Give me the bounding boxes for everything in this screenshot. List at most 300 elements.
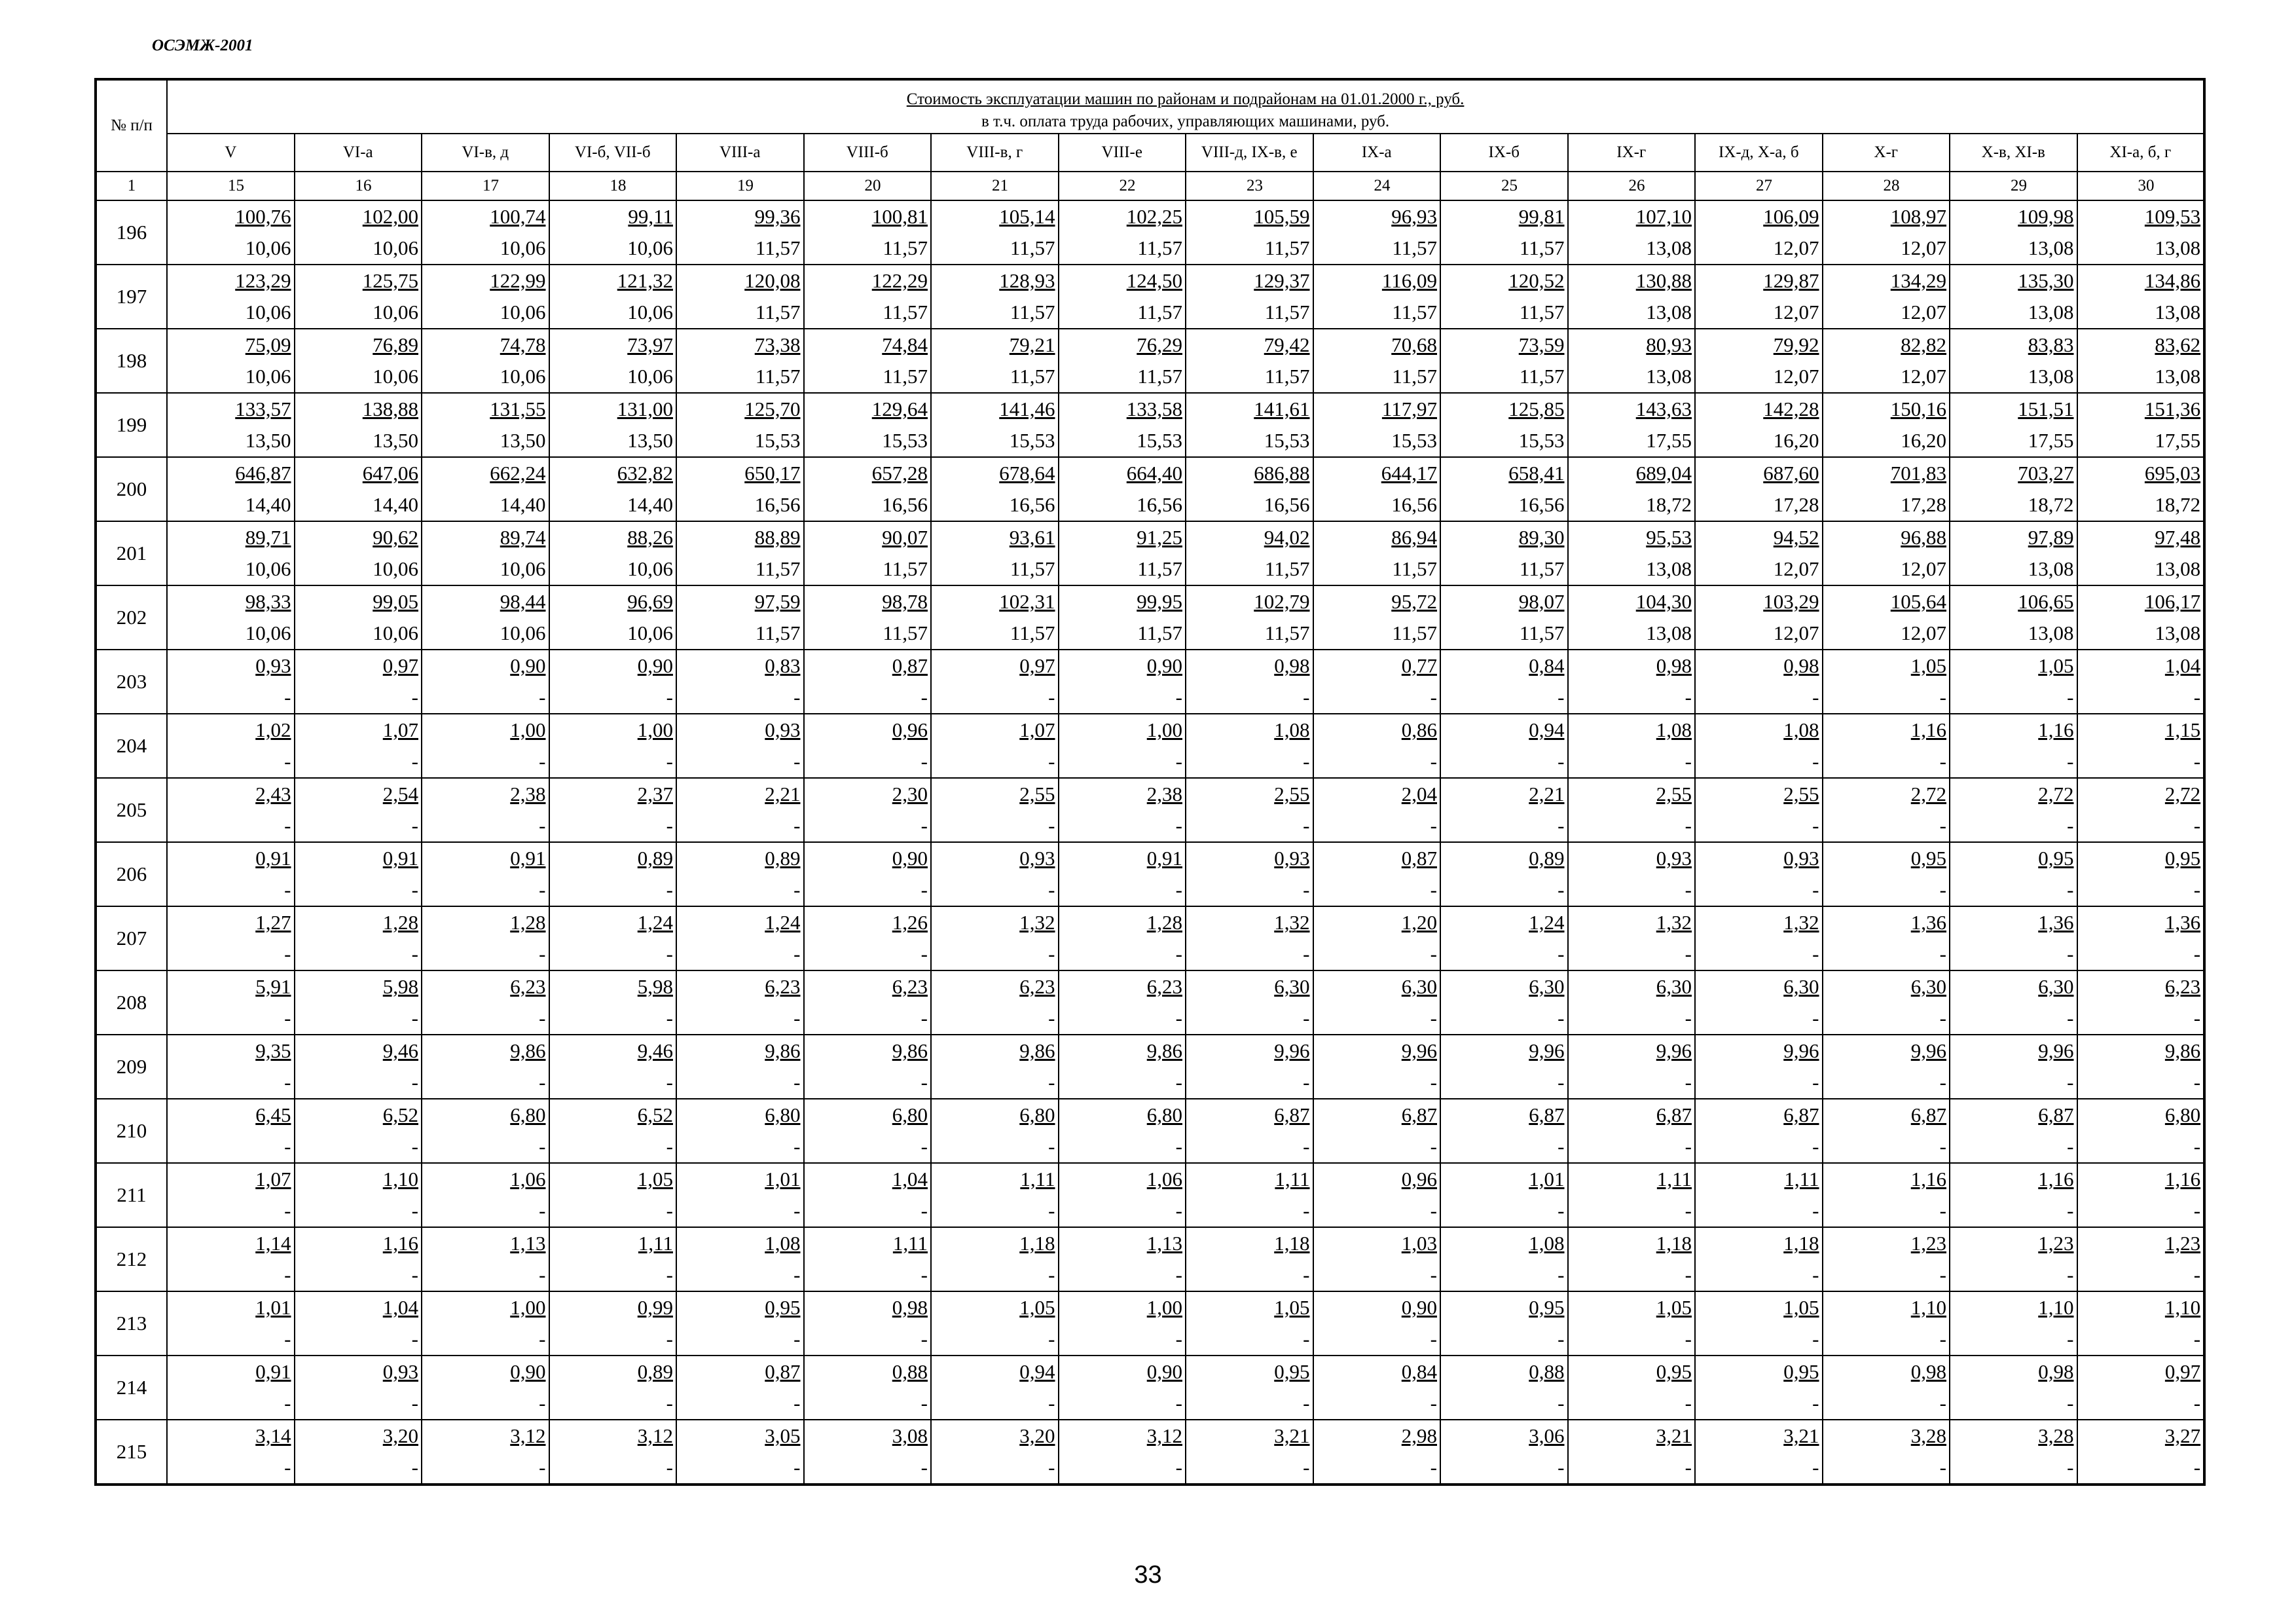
- value-cell: [1059, 1291, 1186, 1356]
- labor-cost-value: -: [1048, 1327, 1055, 1350]
- operating-cost-value: 1,24: [637, 911, 673, 934]
- operating-cost-value: 1,24: [1529, 911, 1565, 934]
- operating-cost-value: 105,59: [1254, 205, 1310, 228]
- labor-cost-value: -: [666, 814, 673, 837]
- labor-cost-value: -: [1812, 1071, 1819, 1094]
- operating-cost-value: 0,95: [2038, 847, 2074, 870]
- labor-cost-value: -: [539, 1456, 546, 1479]
- operating-cost-value: 1,07: [1019, 718, 1055, 741]
- operating-cost-value: 0,89: [765, 847, 801, 870]
- labor-cost-value: 16,20: [1773, 429, 1819, 452]
- labor-cost-value: -: [1303, 878, 1310, 901]
- operating-cost-value: 6,23: [1146, 975, 1182, 998]
- value-cell: [1695, 1163, 1823, 1227]
- labor-cost-value: -: [284, 878, 291, 901]
- value-cell: [1950, 200, 2077, 265]
- labor-cost-value: -: [793, 1456, 801, 1479]
- labor-cost-value: -: [1048, 750, 1055, 773]
- labor-cost-value: 10,06: [500, 301, 546, 323]
- operating-cost-value: 0,97: [382, 654, 418, 677]
- value-cell: [676, 714, 804, 778]
- value-cell: [295, 1227, 422, 1291]
- value-cell: [549, 970, 677, 1035]
- labor-cost-value: -: [1430, 1327, 1437, 1350]
- labor-cost-value: -: [539, 1327, 546, 1350]
- operating-cost-value: 644,17: [1381, 462, 1437, 485]
- value-cell: [2077, 842, 2205, 906]
- labor-cost-value: -: [1430, 942, 1437, 965]
- operating-cost-value: 129,87: [1763, 269, 1819, 292]
- row-number: 200: [96, 457, 167, 521]
- labor-cost-value: 10,06: [627, 365, 673, 388]
- value-cell: [422, 970, 549, 1035]
- value-cell: [422, 714, 549, 778]
- labor-cost-value: -: [2193, 1135, 2201, 1158]
- value-cell: [1440, 714, 1568, 778]
- operating-cost-value: 99,36: [754, 205, 801, 228]
- operating-cost-value: 1,04: [382, 1296, 418, 1319]
- value-cell: [422, 1035, 549, 1099]
- labor-cost-value: -: [1175, 1199, 1182, 1222]
- labor-cost-value: -: [411, 942, 418, 965]
- row-number: 199: [96, 393, 167, 457]
- labor-cost-value: 11,57: [1519, 236, 1565, 259]
- labor-cost-value: 11,57: [883, 301, 928, 323]
- operating-cost-value: 0,98: [1274, 654, 1310, 677]
- operating-cost-value: 124,50: [1126, 269, 1182, 292]
- operating-cost-value: 83,83: [2028, 333, 2074, 356]
- labor-cost-value: -: [1558, 686, 1565, 709]
- operating-cost-value: 1,36: [2038, 911, 2074, 934]
- labor-cost-value: -: [920, 814, 928, 837]
- value-cell: [549, 650, 677, 714]
- value-cell: [1186, 521, 1313, 585]
- labor-cost-value: -: [666, 1392, 673, 1414]
- operating-cost-value: 122,29: [871, 269, 928, 292]
- value-cell: [1568, 650, 1696, 714]
- operating-cost-value: 150,16: [1890, 397, 1946, 420]
- value-cell: [2077, 1227, 2205, 1291]
- operating-cost-value: 3,05: [765, 1424, 801, 1447]
- table-row: [96, 1035, 2204, 1099]
- operating-cost-value: 142,28: [1763, 397, 1819, 420]
- labor-cost-value: 13,08: [1646, 557, 1692, 580]
- operating-cost-value: 0,97: [2164, 1360, 2201, 1383]
- value-cell: [676, 1291, 804, 1356]
- operating-cost-value: 0,93: [1783, 847, 1819, 870]
- operating-cost-value: 98,07: [1518, 590, 1565, 613]
- value-cell: [931, 457, 1059, 521]
- value-cell: [1440, 585, 1568, 650]
- value-cell: [804, 778, 932, 842]
- value-cell: [2077, 1420, 2205, 1485]
- value-cell: [1695, 457, 1823, 521]
- table-row: [96, 585, 2204, 650]
- value-cell: [804, 393, 932, 457]
- value-cell: [1440, 970, 1568, 1035]
- labor-cost-value: -: [284, 1135, 291, 1158]
- labor-cost-value: -: [284, 686, 291, 709]
- column-header: VIII-в, г: [931, 134, 1059, 172]
- value-cell: [295, 393, 422, 457]
- value-cell: [1186, 1356, 1313, 1420]
- value-cell: [1440, 265, 1568, 329]
- operating-cost-value: 647,06: [362, 462, 418, 485]
- labor-cost-value: -: [793, 942, 801, 965]
- operating-cost-value: 99,81: [1518, 205, 1565, 228]
- labor-cost-value: 13,50: [245, 429, 291, 452]
- column-header: V: [167, 134, 295, 172]
- value-cell: [931, 265, 1059, 329]
- operating-cost-value: 0,90: [1401, 1296, 1437, 1319]
- value-cell: [1950, 650, 2077, 714]
- labor-cost-value: -: [2193, 750, 2201, 773]
- column-number: 17: [422, 172, 549, 200]
- value-cell: [1823, 1035, 1950, 1099]
- labor-cost-value: 18,72: [2155, 493, 2201, 516]
- operating-cost-value: 151,36: [2144, 397, 2201, 420]
- value-cell: [931, 842, 1059, 906]
- operating-cost-value: 116,09: [1381, 269, 1437, 292]
- labor-cost-value: -: [1303, 1392, 1310, 1414]
- operating-cost-value: 99,05: [373, 590, 418, 613]
- operating-cost-value: 1,11: [638, 1232, 673, 1255]
- value-cell: [2077, 650, 2205, 714]
- labor-cost-value: -: [2193, 1456, 2201, 1479]
- operating-cost-value: 93,61: [1009, 526, 1055, 549]
- operating-cost-value: 102,79: [1254, 590, 1310, 613]
- column-number: 16: [295, 172, 422, 200]
- column-header: X-г: [1823, 134, 1950, 172]
- value-cell: [167, 1420, 295, 1485]
- operating-cost-value: 9,86: [892, 1039, 928, 1062]
- value-cell: [804, 714, 932, 778]
- labor-cost-value: 10,06: [245, 621, 291, 644]
- operating-cost-value: 0,89: [637, 1360, 673, 1383]
- operating-cost-value: 1,32: [1019, 911, 1055, 934]
- operating-cost-value: 1,00: [510, 1296, 546, 1319]
- row-number: 207: [96, 906, 167, 970]
- operating-cost-value: 0,87: [892, 654, 928, 677]
- operating-cost-value: 6,80: [1019, 1103, 1055, 1126]
- labor-cost-value: 12,07: [1773, 621, 1819, 644]
- operating-cost-value: 0,95: [1274, 1360, 1310, 1383]
- operating-cost-value: 6,30: [1529, 975, 1565, 998]
- operating-cost-value: 9,96: [1656, 1039, 1692, 1062]
- value-cell: [1950, 842, 2077, 906]
- table-row: [96, 521, 2204, 585]
- labor-cost-value: 11,57: [1392, 365, 1437, 388]
- value-cell: [1313, 265, 1441, 329]
- row-number: 197: [96, 265, 167, 329]
- value-cell: [549, 1163, 677, 1227]
- value-cell: [1440, 393, 1568, 457]
- value-cell: [1186, 970, 1313, 1035]
- operating-cost-value: 657,28: [871, 462, 928, 485]
- labor-cost-value: -: [1048, 1199, 1055, 1222]
- operating-cost-value: 9,86: [1146, 1039, 1182, 1062]
- operating-cost-value: 1,10: [1910, 1296, 1946, 1319]
- labor-cost-value: -: [1939, 1327, 1946, 1350]
- labor-cost-value: -: [1939, 1199, 1946, 1222]
- value-cell: [676, 1420, 804, 1485]
- labor-cost-value: -: [793, 1135, 801, 1158]
- value-cell: [676, 842, 804, 906]
- operating-cost-value: 0,84: [1529, 654, 1565, 677]
- labor-cost-value: 13,50: [373, 429, 418, 452]
- column-number: 26: [1568, 172, 1696, 200]
- labor-cost-value: -: [1175, 1006, 1182, 1029]
- operating-cost-value: 0,98: [1656, 654, 1692, 677]
- operating-cost-value: 89,74: [500, 526, 546, 549]
- value-cell: [931, 650, 1059, 714]
- value-cell: [2077, 200, 2205, 265]
- labor-cost-value: 13,08: [2028, 557, 2074, 580]
- labor-cost-value: 14,40: [627, 493, 673, 516]
- labor-cost-value: -: [1048, 1135, 1055, 1158]
- labor-cost-value: 10,06: [245, 557, 291, 580]
- table-row: [96, 1291, 2204, 1356]
- operating-cost-value: 0,91: [382, 847, 418, 870]
- operating-cost-value: 1,11: [1020, 1168, 1055, 1190]
- operating-cost-value: 1,32: [1783, 911, 1819, 934]
- operating-cost-value: 1,23: [2164, 1232, 2201, 1255]
- table-row: [96, 265, 2204, 329]
- operating-cost-value: 107,10: [1635, 205, 1692, 228]
- value-cell: [1313, 842, 1441, 906]
- labor-cost-value: 13,50: [500, 429, 546, 452]
- operating-cost-value: 76,29: [1137, 333, 1182, 356]
- value-cell: [1313, 393, 1441, 457]
- operating-cost-value: 95,72: [1391, 590, 1437, 613]
- operating-cost-value: 0,91: [255, 1360, 291, 1383]
- value-cell: [1568, 1291, 1696, 1356]
- operating-cost-value: 100,76: [235, 205, 291, 228]
- value-cell: [1568, 970, 1696, 1035]
- labor-cost-value: -: [2067, 814, 2074, 837]
- table-row: [96, 650, 2204, 714]
- value-cell: [1950, 1035, 2077, 1099]
- operating-cost-value: 695,03: [2144, 462, 2201, 485]
- operating-cost-value: 106,09: [1763, 205, 1819, 228]
- operating-cost-value: 1,18: [1656, 1232, 1692, 1255]
- column-header: VIII-е: [1059, 134, 1186, 172]
- operating-cost-value: 0,96: [892, 718, 928, 741]
- labor-cost-value: -: [539, 686, 546, 709]
- labor-cost-value: 11,57: [1264, 621, 1310, 644]
- operating-cost-value: 1,24: [765, 911, 801, 934]
- labor-cost-value: 14,40: [373, 493, 418, 516]
- labor-cost-value: -: [1175, 878, 1182, 901]
- operating-cost-value: 632,82: [617, 462, 673, 485]
- operating-cost-value: 73,38: [754, 333, 801, 356]
- operating-cost-value: 0,88: [1529, 1360, 1565, 1383]
- operating-cost-value: 1,05: [1910, 654, 1946, 677]
- labor-cost-value: 12,07: [1773, 365, 1819, 388]
- operating-cost-value: 2,38: [510, 783, 546, 805]
- value-cell: [1186, 778, 1313, 842]
- operating-cost-value: 0,89: [637, 847, 673, 870]
- value-cell: [931, 1291, 1059, 1356]
- labor-cost-value: 11,57: [1519, 621, 1565, 644]
- operating-cost-value: 129,37: [1254, 269, 1310, 292]
- value-cell: [1823, 1356, 1950, 1420]
- operating-cost-value: 89,71: [245, 526, 291, 549]
- operating-cost-value: 6,23: [765, 975, 801, 998]
- value-cell: [1568, 265, 1696, 329]
- value-cell: [931, 1356, 1059, 1420]
- labor-cost-value: -: [793, 814, 801, 837]
- column-header: IX-д, X-а, б: [1695, 134, 1823, 172]
- value-cell: [2077, 329, 2205, 393]
- operating-cost-value: 1,16: [1910, 718, 1946, 741]
- value-cell: [1059, 778, 1186, 842]
- value-cell: [422, 1099, 549, 1163]
- value-cell: [676, 521, 804, 585]
- operating-cost-value: 664,40: [1126, 462, 1182, 485]
- value-cell: [549, 200, 677, 265]
- value-cell: [676, 585, 804, 650]
- value-cell: [2077, 714, 2205, 778]
- row-number: 202: [96, 585, 167, 650]
- labor-cost-value: 11,57: [1519, 301, 1565, 323]
- row-number: 206: [96, 842, 167, 906]
- labor-cost-value: -: [1685, 1199, 1692, 1222]
- operating-cost-value: 131,00: [617, 397, 673, 420]
- labor-cost-value: 10,06: [245, 301, 291, 323]
- labor-cost-value: 11,57: [1137, 557, 1182, 580]
- operating-cost-value: 9,96: [1401, 1039, 1437, 1062]
- labor-cost-value: -: [1558, 1456, 1565, 1479]
- value-cell: [1059, 1163, 1186, 1227]
- labor-cost-value: -: [1685, 1327, 1692, 1350]
- labor-cost-value: -: [1048, 1006, 1055, 1029]
- value-cell: [295, 457, 422, 521]
- value-cell: [1695, 1291, 1823, 1356]
- value-cell: [2077, 265, 2205, 329]
- operating-cost-value: 0,95: [765, 1296, 801, 1319]
- operating-cost-value: 0,77: [1401, 654, 1437, 677]
- operating-cost-value: 1,11: [1656, 1168, 1692, 1190]
- value-cell: [1823, 1099, 1950, 1163]
- value-cell: [1568, 457, 1696, 521]
- column-number: 21: [931, 172, 1059, 200]
- value-cell: [1186, 200, 1313, 265]
- operating-cost-value: 102,00: [362, 205, 418, 228]
- value-cell: [1313, 521, 1441, 585]
- value-cell: [1440, 1035, 1568, 1099]
- row-number: 212: [96, 1227, 167, 1291]
- value-cell: [422, 1420, 549, 1485]
- labor-cost-value: -: [1939, 1071, 1946, 1094]
- value-cell: [1950, 1163, 2077, 1227]
- value-cell: [676, 1099, 804, 1163]
- value-cell: [1695, 1099, 1823, 1163]
- labor-cost-value: -: [1812, 1456, 1819, 1479]
- operating-cost-value: 1,11: [1784, 1168, 1819, 1190]
- labor-cost-value: -: [411, 1456, 418, 1479]
- operating-cost-value: 6,30: [1910, 975, 1946, 998]
- value-cell: [804, 1163, 932, 1227]
- value-cell: [167, 1356, 295, 1420]
- labor-cost-value: -: [1685, 686, 1692, 709]
- labor-cost-value: 18,72: [2028, 493, 2074, 516]
- value-cell: [1059, 265, 1186, 329]
- value-cell: [676, 200, 804, 265]
- labor-cost-value: 12,07: [1773, 557, 1819, 580]
- labor-cost-value: -: [1175, 1327, 1182, 1350]
- labor-cost-value: -: [666, 1135, 673, 1158]
- labor-cost-value: -: [1558, 942, 1565, 965]
- value-cell: [2077, 393, 2205, 457]
- value-cell: [2077, 778, 2205, 842]
- labor-cost-value: 13,08: [2028, 621, 2074, 644]
- labor-cost-value: -: [793, 686, 801, 709]
- value-cell: [676, 1356, 804, 1420]
- value-cell: [1313, 906, 1441, 970]
- labor-cost-value: 11,57: [883, 621, 928, 644]
- value-cell: [1695, 1227, 1823, 1291]
- operating-cost-value: 1,14: [255, 1232, 291, 1255]
- value-cell: [1695, 1356, 1823, 1420]
- labor-cost-value: -: [411, 750, 418, 773]
- value-cell: [422, 585, 549, 650]
- operating-cost-value: 1,16: [1910, 1168, 1946, 1190]
- value-cell: [931, 521, 1059, 585]
- labor-cost-value: -: [1939, 1263, 1946, 1286]
- operating-cost-value: 3,06: [1529, 1424, 1565, 1447]
- value-cell: [1568, 842, 1696, 906]
- labor-cost-value: -: [1175, 814, 1182, 837]
- operating-cost-value: 2,55: [1019, 783, 1055, 805]
- value-cell: [1313, 650, 1441, 714]
- labor-cost-value: 11,57: [883, 365, 928, 388]
- operating-cost-value: 120,52: [1508, 269, 1565, 292]
- table-title-cell: [167, 79, 2204, 134]
- labor-cost-value: 11,57: [1010, 621, 1055, 644]
- operating-cost-value: 2,55: [1783, 783, 1819, 805]
- value-cell: [295, 714, 422, 778]
- value-cell: [1059, 1356, 1186, 1420]
- value-cell: [1823, 265, 1950, 329]
- value-cell: [1313, 1227, 1441, 1291]
- operating-cost-value: 6,30: [1401, 975, 1437, 998]
- value-cell: [549, 1291, 677, 1356]
- labor-cost-value: 10,06: [373, 236, 418, 259]
- value-cell: [1186, 1163, 1313, 1227]
- operating-cost-value: 1,00: [510, 718, 546, 741]
- labor-cost-value: -: [1685, 878, 1692, 901]
- labor-cost-value: 15,53: [754, 429, 801, 452]
- operating-cost-value: 6,80: [892, 1103, 928, 1126]
- value-cell: [931, 970, 1059, 1035]
- npp-header: № п/п: [96, 79, 167, 172]
- operating-cost-value: 0,90: [1146, 654, 1182, 677]
- value-cell: [1440, 200, 1568, 265]
- labor-cost-value: 11,57: [755, 301, 801, 323]
- operating-cost-value: 138,88: [362, 397, 418, 420]
- operating-cost-value: 133,58: [1126, 397, 1182, 420]
- table-row: [96, 842, 2204, 906]
- operating-cost-value: 1,05: [1656, 1296, 1692, 1319]
- labor-cost-value: -: [1175, 1135, 1182, 1158]
- value-cell: [1313, 200, 1441, 265]
- table-row: [96, 1420, 2204, 1485]
- operating-cost-value: 74,78: [500, 333, 546, 356]
- row-number: 208: [96, 970, 167, 1035]
- operating-cost-value: 0,93: [1274, 847, 1310, 870]
- operating-cost-value: 0,99: [637, 1296, 673, 1319]
